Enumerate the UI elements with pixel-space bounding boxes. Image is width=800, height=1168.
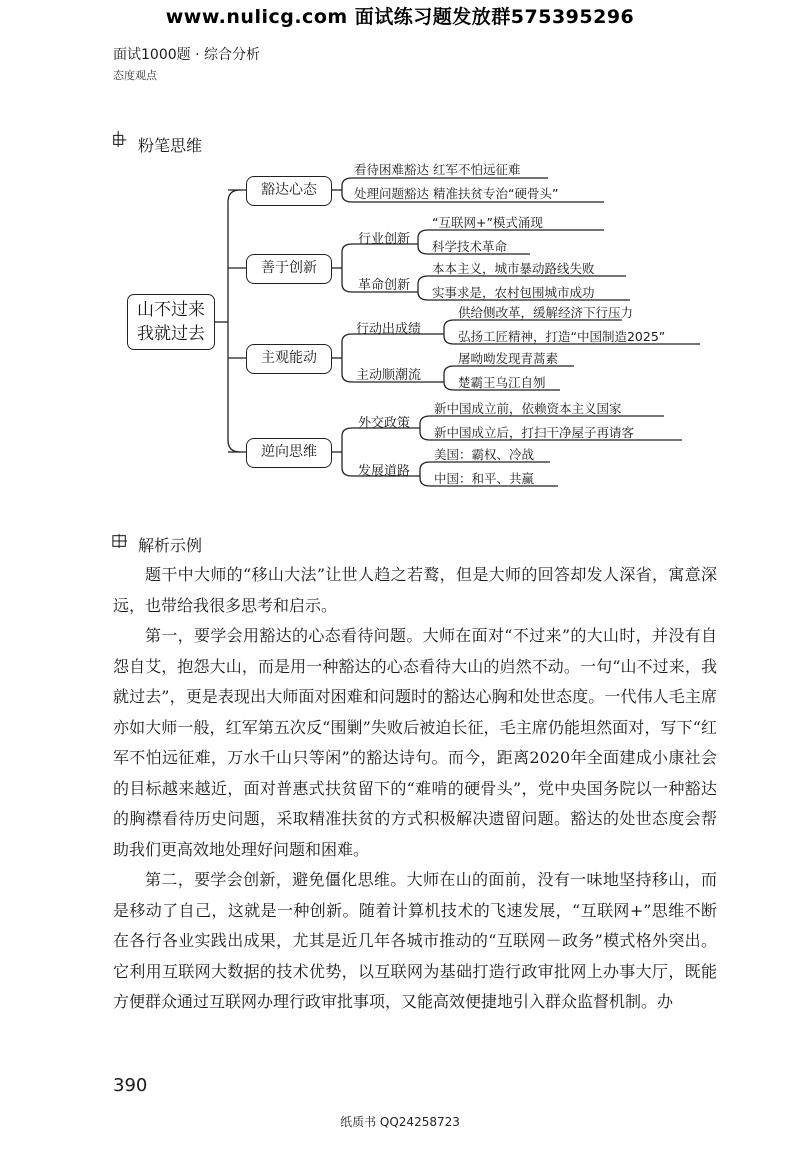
branch-chuangxin: 善于创新 <box>246 254 332 284</box>
footer-text: 纸质书 QQ24258723 <box>340 1115 460 1129</box>
mindmap-connectors <box>0 0 800 520</box>
mindmap-item: 处理问题豁达 精准扶贫专治“硬骨头” <box>354 186 559 201</box>
mindmap-item: 看待困难豁达 红军不怕远征难 <box>354 162 521 177</box>
sub-branch: 行业创新 <box>358 232 411 247</box>
mindmap-leaf: 供给侧改革，缓解经济下行压力 <box>458 305 634 320</box>
branch-huoda: 豁达心态 <box>246 176 332 206</box>
page-number: 390 <box>113 1075 148 1096</box>
paragraph-intro: 题干中大师的“移山大法”让世人趋之若鹜，但是大师的回答却发人深省，寓意深远，也带给我很多思考和启示。 <box>113 565 717 615</box>
section-title-fenbi: 粉笔思维 <box>138 136 203 155</box>
header-subtitle: 态度观点 <box>113 69 157 82</box>
mindmap-leaf: 实事求是，农村包围城市成功 <box>432 285 595 300</box>
paragraph-second: 第二，要学会创新，避免僵化思维。大师在山的面前，没有一味地坚持移山，而是移动了自己，这就是一种创新。随着计算机技术的飞速发展，“互联网+”思维不断在各行各业实践出成果，尤其是近几年各城市推动的“互联网－政务”模式格外突出。它利用互联网大数据的技术优势，以互联网为基础打造行政审批网上办事大厅，既能方便群众通过互联网办理行政审批事项，又能高效便捷地引入群众监督机制。办 <box>113 870 717 1011</box>
paragraph-first: 第一，要学会用豁达的心态看待问题。大师在面对“不过来”的大山时，并没有自怨自艾，抱怨大山，而是用一种豁达的心态看待大山的岿然不动。一句“山不过来，我就过去”，更是表现出大师面对困难和问题时的豁达心胸和处世态度。一代伟人毛主席亦如大师一般，红军第五次反“围剿”失败后被迫长征，毛主席仍能坦然面对，写下“红军不怕远征难，万水千山只等闲”的豁达诗句。而今，距离2020年全面建成小康社会的目标越来越近，面对普惠式扶贫留下的“难啃的硬骨头”，党中央国务院以一种豁达的胸襟看待历史问题，采取精准扶贫的方式积极解决遗留问题。豁达的处世态度会帮助我们更高效地处理好问题和困难。 <box>113 626 717 859</box>
mindmap-leaf: 新中国成立前，依赖资本主义国家 <box>434 401 622 416</box>
mindmap-leaf: 科学技术革命 <box>432 239 508 254</box>
branch-nengdong: 主观能动 <box>246 344 332 374</box>
sub-branch: 外交政策 <box>358 416 411 431</box>
mindmap-leaf: 屠呦呦发现青蒿素 <box>458 351 559 366</box>
mindmap-leaf: 楚霸王乌江自刎 <box>458 375 546 390</box>
watermark: www.nulicg.com 面试练习题发放群575395296 <box>165 6 635 28</box>
header-title: 面试1000题 · 综合分析 <box>113 47 260 63</box>
mindmap-leaf: 本本主义，城市暴动路线失败 <box>432 261 595 276</box>
section-marker-icon <box>112 532 128 550</box>
sub-branch: 主动顺潮流 <box>356 368 422 383</box>
mindmap-leaf: 美国：霸权、冷战 <box>434 447 535 462</box>
mindmap-leaf: 新中国成立后，打扫干净屋子再请客 <box>434 425 635 440</box>
mindmap-leaf: 中国：和平、共赢 <box>434 471 535 486</box>
mindmap-leaf: “互联网+”模式涌现 <box>432 215 543 230</box>
branch-nixiang: 逆向思维 <box>246 438 332 468</box>
sub-branch: 革命创新 <box>358 278 411 293</box>
sub-branch: 行动出成绩 <box>356 322 422 337</box>
sub-branch: 发展道路 <box>358 464 411 479</box>
mindmap-root: 山不过来 我就过去 <box>127 294 215 350</box>
mindmap-leaf: 弘扬工匠精神，打造“中国制造2025” <box>458 329 666 344</box>
section-title-analysis: 解析示例 <box>138 536 203 555</box>
